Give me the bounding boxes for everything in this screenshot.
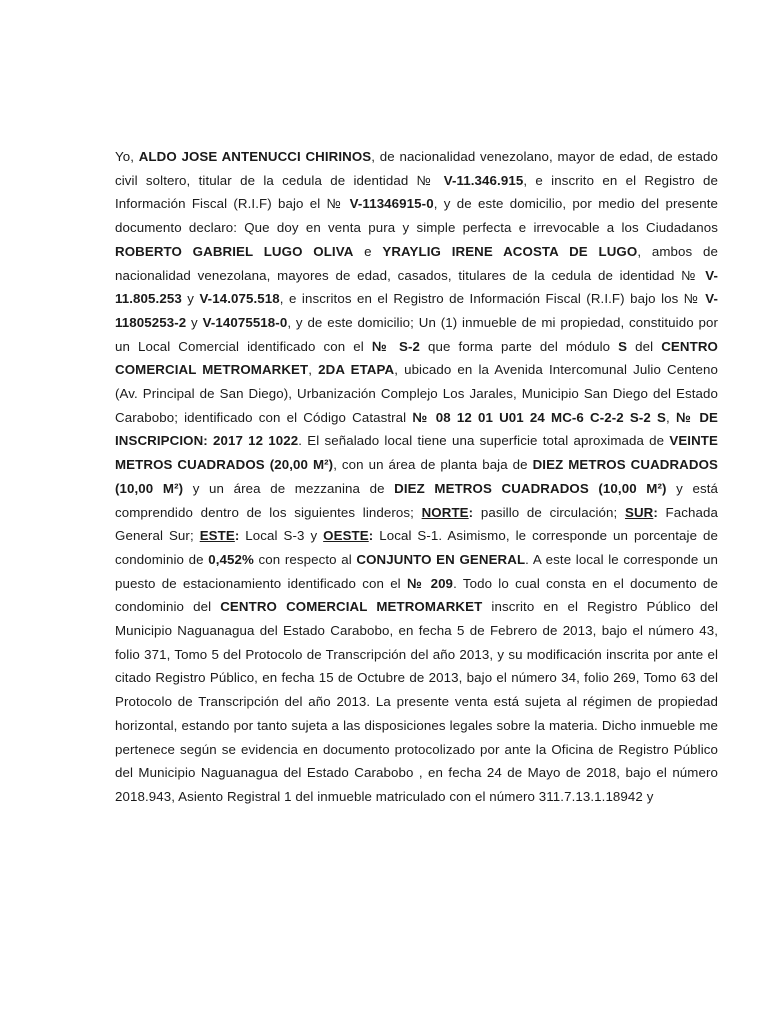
bold-segment: 2DA ETAPA [318,362,395,378]
bold-segment: V-11805253-2 [115,291,718,330]
bold-segment: DIEZ METROS CUADRADOS (10,00 M²) [394,480,667,496]
text-segment: y [181,291,200,307]
text-segment: y un área de mezzanina de [183,480,395,496]
bold-segment: : [368,528,374,544]
bold-segment: CONJUNTO EN GENERAL [356,551,526,567]
text-segment: Fachada General Sur; [115,504,718,544]
text-segment: , [666,409,676,425]
bold-segment: V-11346915-0 [349,196,434,212]
bold-segment: № 209 [406,575,454,591]
underlined-bold-segment: NORTE [421,504,469,520]
text-segment: y está comprendido dentro de los siguientes linderos; [115,480,718,520]
text-segment: inscrito en el Registro Público del Municipio Naguanagua del Estado Carabobo, en fecha 5 de Febrero de 2013, bajo el número 43, folio 371, Tomo 5 del Protocolo de Transcripción del año 2013, y su modificación inscrita por ante el citado Registro Público, en fecha 15 de Octubre de 2013, bajo el número 34, folio 269, Tomo 63 del Protocolo de Transcripción del año 2013. La presente venta está sujeta al régimen de propiedad horizontal, estando por tanto sujeta a las disposiciones legales sobre la materia. Dicho inmueble me pertenece según se evidencia en documento protocolizado por ante la Oficina de Registro Público del Municipio Naguanagua del Estado Carabobo , en fecha 24 de Mayo de 2018, bajo el número 2018.943, Asiento Registral 1 del inmueble matriculado con el número 311.7.13.1.18942 y [115,599,718,804]
text-segment: . Todo lo cual consta en el documento de condominio del [115,575,719,615]
bold-segment: V-11.805.253 [115,267,718,307]
bold-segment: 0,452% [208,551,254,567]
text-segment: , con un área de planta baja de [333,457,533,473]
bold-segment: CENTRO COMERCIAL METROMARKET [220,599,483,615]
bold-segment: V-14.075.518 [199,291,280,307]
document-body [115,145,718,809]
text-segment: . A este local le corresponde un puesto de estacionamiento identificado con el [115,551,719,591]
underlined-bold-segment: OESTE [323,528,369,544]
text-segment: , de nacionalidad venezolano, mayor de edad, de estado civil soltero, titular de la cedula de identidad № [115,149,718,188]
text-segment: Local S-1. Asimismo, le corresponde un porcentaje de condominio de [115,528,718,567]
text-segment: , ambos de nacionalidad venezolana, mayores de edad, casados, titulares de la cedula de identidad № [115,243,718,283]
text-segment: , [308,362,319,378]
text-segment: Local S-3 y [239,528,324,544]
text-segment: , ubicado en la Avenida Intercomunal Julio Centeno (Av. Principal de San Diego), Urbanización Complejo Los Jarales, Municipio San Diego del Estado Carabobo; identificado con el Código Catastral [115,362,718,425]
underlined-bold-segment: ESTE [199,528,235,544]
bold-segment: : [468,504,474,520]
text-segment: del [627,338,662,354]
bold-segment: CENTRO COMERCIAL METROMARKET [115,338,718,378]
text-segment: con respecto al [253,551,357,567]
text-segment: que forma parte del módulo [420,338,619,354]
text-segment: Yo, [115,149,139,164]
text-segment: , e inscritos en el Registro de Información Fiscal (R.I.F) bajo los № [279,291,706,307]
text-segment: , y de este domicilio; Un (1) inmueble de mi propiedad, constituido por un Local Comercial identificado con el [115,314,718,354]
text-segment: , e inscrito en el Registro de Información Fiscal (R.I.F) bajo el № [115,172,718,212]
bold-segment: S [618,338,628,354]
text-segment: , y de este domicilio, por medio del presente documento declaro: Que doy en venta pura y simple perfecta e irrevocable a los Ciudadanos [115,196,718,236]
bold-segment: ALDO JOSE ANTENUCCI CHIRINOS [138,149,372,164]
text-segment: pasillo de circulación; [473,504,625,520]
bold-segment: № 08 12 01 U01 24 MC-6 C-2-2 S-2 S [412,409,667,425]
text-segment: y [186,314,203,330]
bold-segment: YRAYLIG IRENE ACOSTA DE LUGO [382,243,638,259]
bold-segment: : [234,528,240,544]
bold-segment: № DE INSCRIPCION: 2017 12 1022 [115,409,718,449]
bold-segment: VEINTE METROS CUADRADOS (20,00 M²) [115,433,718,473]
bold-segment: ROBERTO GABRIEL LUGO OLIVA [115,243,354,259]
bold-segment: № S-2 [371,338,421,354]
bold-segment: DIEZ METROS CUADRADOS (10,00 M²) [115,457,718,496]
bold-segment: V-11.346.915 [443,172,524,188]
bold-segment: V-14075518-0 [202,314,288,330]
text-segment: . El señalado local tiene una superficie total aproximada de [298,433,670,449]
text-segment: e [353,243,383,259]
document-paragraph [115,145,718,809]
bold-segment: : [653,504,658,520]
underlined-bold-segment: SUR [624,504,654,520]
